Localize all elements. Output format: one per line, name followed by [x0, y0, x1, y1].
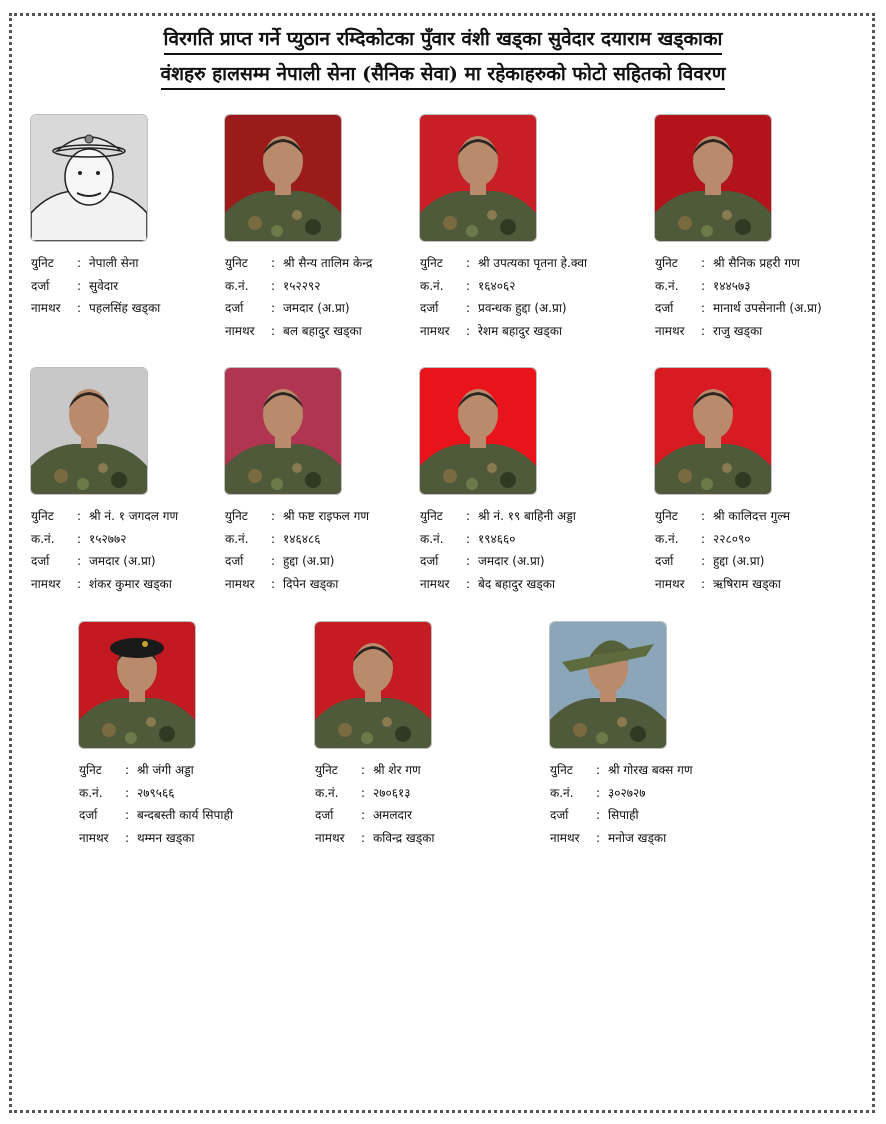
- name-row: [655, 320, 855, 343]
- personnel-card: [315, 622, 515, 849]
- separator: :: [701, 301, 706, 315]
- name-label: नामथर: [420, 323, 450, 338]
- unit-label: युनिट: [420, 256, 443, 270]
- name-label: नामथर: [655, 576, 685, 591]
- separator: :: [361, 763, 366, 777]
- personnel-card: [79, 622, 279, 849]
- service-no-value: १५२२९२: [283, 278, 321, 293]
- service-no-row: [420, 275, 620, 298]
- personnel-details: [655, 505, 855, 595]
- name-label: नामथर: [79, 830, 109, 845]
- rank-value: प्रवन्धक हुद्दा (अ.प्रा): [478, 301, 567, 315]
- service-no-label: क.नं.: [550, 785, 574, 800]
- name-label: नामथर: [31, 301, 61, 315]
- separator: :: [466, 509, 471, 523]
- rank-label: दर्जा: [225, 301, 244, 315]
- unit-row: [225, 505, 425, 528]
- unit-value: श्री गोरख बक्स गण: [608, 763, 693, 777]
- service-no-value: १४४५७३: [713, 278, 751, 293]
- unit-row: [655, 252, 855, 275]
- name-row: [225, 573, 425, 596]
- unit-row: [655, 505, 855, 528]
- service-no-row: [550, 782, 750, 805]
- personnel-photo: [225, 368, 341, 494]
- name-value: शंकर कुमार खड्का: [89, 576, 172, 591]
- portrait-photo: [655, 115, 771, 241]
- personnel-photo: [420, 368, 536, 494]
- name-row: [79, 827, 279, 850]
- rank-row: [420, 297, 620, 320]
- unit-value: श्री नं. १९ बाहिनी अड्डा: [478, 509, 576, 523]
- rank-value: हुद्दा (अ.प्रा): [283, 554, 335, 568]
- rank-value: मानार्थ उपसेनानी (अ.प्रा): [713, 301, 822, 315]
- separator: :: [77, 301, 82, 315]
- personnel-details: [31, 252, 231, 320]
- unit-label: युनिट: [31, 256, 54, 270]
- personnel-details: [315, 759, 515, 849]
- personnel-card: [225, 368, 425, 595]
- personnel-photo: [655, 368, 771, 494]
- name-value: कविन्द्र खड्का: [373, 830, 435, 845]
- service-no-label: क.नं.: [79, 785, 103, 800]
- personnel-photo: [550, 622, 666, 748]
- service-no-label: क.नं.: [655, 278, 679, 293]
- rank-row: [31, 550, 231, 573]
- unit-row: [315, 759, 515, 782]
- separator: :: [361, 785, 366, 800]
- unit-value: श्री उपत्यका पृतना हे.क्वा: [478, 256, 588, 270]
- rank-label: दर्जा: [315, 808, 334, 822]
- service-no-row: [655, 528, 855, 551]
- name-label: नामथर: [420, 576, 450, 591]
- service-no-label: क.नं.: [655, 531, 679, 546]
- unit-label: युनिट: [420, 509, 443, 523]
- rank-label: दर्जा: [31, 278, 50, 293]
- personnel-details: [79, 759, 279, 849]
- portrait-photo: [420, 368, 536, 494]
- personnel-card: [550, 622, 750, 849]
- separator: :: [271, 323, 276, 338]
- separator: :: [701, 554, 706, 568]
- rank-row: [225, 297, 425, 320]
- name-value: राजु खड्का: [713, 323, 763, 338]
- service-no-value: १६४०६२: [478, 278, 516, 293]
- rank-row: [550, 804, 750, 827]
- separator: :: [466, 301, 471, 315]
- title-line-1-text: विरगति प्राप्त गर्ने प्युठान रम्दिकोटका पुँवार वंशी खड्का सुवेदार दयाराम खड्काका: [164, 25, 723, 55]
- unit-value: श्री कालिदत्त गुल्म: [713, 509, 791, 523]
- name-value: थम्मन खड्का: [137, 830, 195, 845]
- separator: :: [701, 509, 706, 523]
- personnel-photo: [315, 622, 431, 748]
- separator: :: [271, 301, 276, 315]
- service-no-label: क.नं.: [420, 531, 444, 546]
- rank-row: [655, 550, 855, 573]
- service-no-value: ३०२७२७: [608, 785, 646, 800]
- portrait-photo: [550, 622, 666, 748]
- unit-row: [79, 759, 279, 782]
- separator: :: [77, 278, 82, 293]
- rank-label: दर्जा: [225, 554, 244, 568]
- unit-row: [31, 505, 231, 528]
- unit-value: नेपाली सेना: [89, 256, 139, 270]
- separator: :: [466, 278, 471, 293]
- rank-row: [31, 275, 231, 298]
- rank-value: जमदार (अ.प्रा): [478, 554, 545, 568]
- separator: :: [77, 509, 82, 523]
- separator: :: [596, 763, 601, 777]
- name-row: [315, 827, 515, 850]
- separator: :: [701, 278, 706, 293]
- portrait-photo: [31, 368, 147, 494]
- unit-label: युनिट: [550, 763, 573, 777]
- service-no-value: २७९५६६: [137, 785, 175, 800]
- name-value: दिपेन खड्का: [283, 576, 339, 591]
- personnel-details: [225, 252, 425, 342]
- name-row: [655, 573, 855, 596]
- service-no-row: [315, 782, 515, 805]
- rank-value: जमदार (अ.प्रा): [283, 301, 350, 315]
- rank-row: [655, 297, 855, 320]
- unit-value: श्री सैन्य तालिम केन्द्र: [283, 256, 373, 270]
- rank-value: हुद्दा (अ.प्रा): [713, 554, 765, 568]
- separator: :: [361, 808, 366, 822]
- personnel-photo: [79, 622, 195, 748]
- name-value: बेद बहादुर खड्का: [478, 576, 556, 591]
- service-no-value: २७०६१३: [373, 785, 411, 800]
- personnel-photo: [31, 368, 147, 494]
- service-no-row: [420, 528, 620, 551]
- service-no-label: क.नं.: [225, 531, 249, 546]
- portrait-photo: [225, 368, 341, 494]
- personnel-card: [420, 115, 620, 342]
- separator: :: [125, 830, 130, 845]
- unit-row: [31, 252, 231, 275]
- service-no-row: [79, 782, 279, 805]
- personnel-details: [550, 759, 750, 849]
- rank-label: दर्जा: [420, 554, 439, 568]
- personnel-card: [420, 368, 620, 595]
- separator: :: [125, 808, 130, 822]
- name-row: [420, 573, 620, 596]
- rank-row: [315, 804, 515, 827]
- service-no-row: [31, 528, 231, 551]
- rank-row: [79, 804, 279, 827]
- service-no-row: [225, 275, 425, 298]
- name-value: रेशम बहादुर खड्का: [478, 323, 563, 338]
- rank-row: [420, 550, 620, 573]
- separator: :: [701, 576, 706, 591]
- name-label: नामथर: [315, 830, 345, 845]
- service-no-value: १५२७७२: [89, 531, 127, 546]
- personnel-details: [31, 505, 231, 595]
- rank-value: सुवेदार: [89, 278, 119, 293]
- unit-row: [420, 505, 620, 528]
- unit-value: श्री फष्ट राइफल गण: [283, 509, 370, 523]
- rank-value: जमदार (अ.प्रा): [89, 554, 156, 568]
- service-no-value: २२८०९०: [713, 531, 751, 546]
- unit-label: युनिट: [31, 509, 54, 523]
- unit-value: श्री नं. १ जगदल गण: [89, 509, 179, 523]
- name-label: नामथर: [31, 576, 61, 591]
- personnel-photo: [655, 115, 771, 241]
- unit-label: युनिट: [225, 256, 248, 270]
- name-label: नामथर: [225, 576, 255, 591]
- rank-label: दर्जा: [655, 554, 674, 568]
- service-no-value: १४६४८६: [283, 531, 321, 546]
- unit-label: युनिट: [655, 256, 678, 270]
- separator: :: [466, 554, 471, 568]
- personnel-card: [655, 368, 855, 595]
- personnel-card: [31, 115, 231, 320]
- separator: :: [271, 509, 276, 523]
- personnel-photo: [31, 115, 147, 241]
- title-line-2-text: वंशहरु हालसम्म नेपाली सेना (सैनिक सेवा) मा रहेकाहरुको फोटो सहितको विवरण: [161, 60, 726, 90]
- rank-value: अमलदार: [373, 808, 412, 822]
- unit-row: [550, 759, 750, 782]
- rank-label: दर्जा: [31, 554, 50, 568]
- unit-label: युनिट: [79, 763, 102, 777]
- name-value: ऋषिराम खड्का: [713, 576, 781, 591]
- service-no-value: १९४६६०: [478, 531, 516, 546]
- rank-value: बन्दबस्ती कार्य सिपाही: [137, 808, 233, 822]
- personnel-details: [420, 252, 620, 342]
- separator: :: [271, 576, 276, 591]
- service-no-label: क.नं.: [225, 278, 249, 293]
- rank-value: सिपाही: [608, 808, 639, 822]
- separator: :: [701, 256, 706, 270]
- name-row: [225, 320, 425, 343]
- name-value: बल बहादुर खड्का: [283, 323, 362, 338]
- name-row: [31, 573, 231, 596]
- unit-value: श्री जंगी अड्डा: [137, 763, 194, 777]
- separator: :: [271, 256, 276, 270]
- unit-value: श्री सैनिक प्रहरी गण: [713, 256, 800, 270]
- name-row: [550, 827, 750, 850]
- rank-label: दर्जा: [79, 808, 98, 822]
- rank-label: दर्जा: [420, 301, 439, 315]
- unit-value: श्री शेर गण: [373, 763, 421, 777]
- portrait-photo: [225, 115, 341, 241]
- separator: :: [125, 763, 130, 777]
- unit-label: युनिट: [655, 509, 678, 523]
- service-no-row: [225, 528, 425, 551]
- personnel-details: [225, 505, 425, 595]
- personnel-card: [225, 115, 425, 342]
- personnel-details: [655, 252, 855, 342]
- personnel-photo: [420, 115, 536, 241]
- personnel-details: [420, 505, 620, 595]
- separator: :: [466, 323, 471, 338]
- separator: :: [466, 256, 471, 270]
- personnel-card: [655, 115, 855, 342]
- name-label: नामथर: [550, 830, 580, 845]
- separator: :: [77, 576, 82, 591]
- separator: :: [596, 808, 601, 822]
- portrait-photo: [79, 622, 195, 748]
- name-label: नामथर: [655, 323, 685, 338]
- service-no-label: क.नं.: [420, 278, 444, 293]
- unit-row: [420, 252, 620, 275]
- name-row: [420, 320, 620, 343]
- page-title-line-2: [0, 60, 886, 90]
- separator: :: [271, 554, 276, 568]
- name-value: मनोज खड्का: [608, 830, 667, 845]
- separator: :: [361, 830, 366, 845]
- separator: :: [271, 531, 276, 546]
- separator: :: [701, 323, 706, 338]
- separator: :: [77, 256, 82, 270]
- service-no-label: क.नं.: [315, 785, 339, 800]
- portrait-photo: [420, 115, 536, 241]
- separator: :: [271, 278, 276, 293]
- sketch-portrait: [31, 115, 147, 241]
- separator: :: [466, 531, 471, 546]
- separator: :: [701, 531, 706, 546]
- separator: :: [596, 830, 601, 845]
- separator: :: [596, 785, 601, 800]
- page-title-line-1: [0, 25, 886, 55]
- rank-label: दर्जा: [655, 301, 674, 315]
- name-row: [31, 297, 231, 320]
- rank-row: [225, 550, 425, 573]
- unit-label: युनिट: [225, 509, 248, 523]
- portrait-photo: [655, 368, 771, 494]
- service-no-label: क.नं.: [31, 531, 55, 546]
- personnel-photo: [225, 115, 341, 241]
- personnel-card: [31, 368, 231, 595]
- portrait-photo: [315, 622, 431, 748]
- name-value: पहलसिंह खड्का: [89, 301, 161, 315]
- separator: :: [77, 554, 82, 568]
- separator: :: [125, 785, 130, 800]
- service-no-row: [655, 275, 855, 298]
- unit-label: युनिट: [315, 763, 338, 777]
- separator: :: [77, 531, 82, 546]
- separator: :: [466, 576, 471, 591]
- name-label: नामथर: [225, 323, 255, 338]
- rank-label: दर्जा: [550, 808, 569, 822]
- unit-row: [225, 252, 425, 275]
